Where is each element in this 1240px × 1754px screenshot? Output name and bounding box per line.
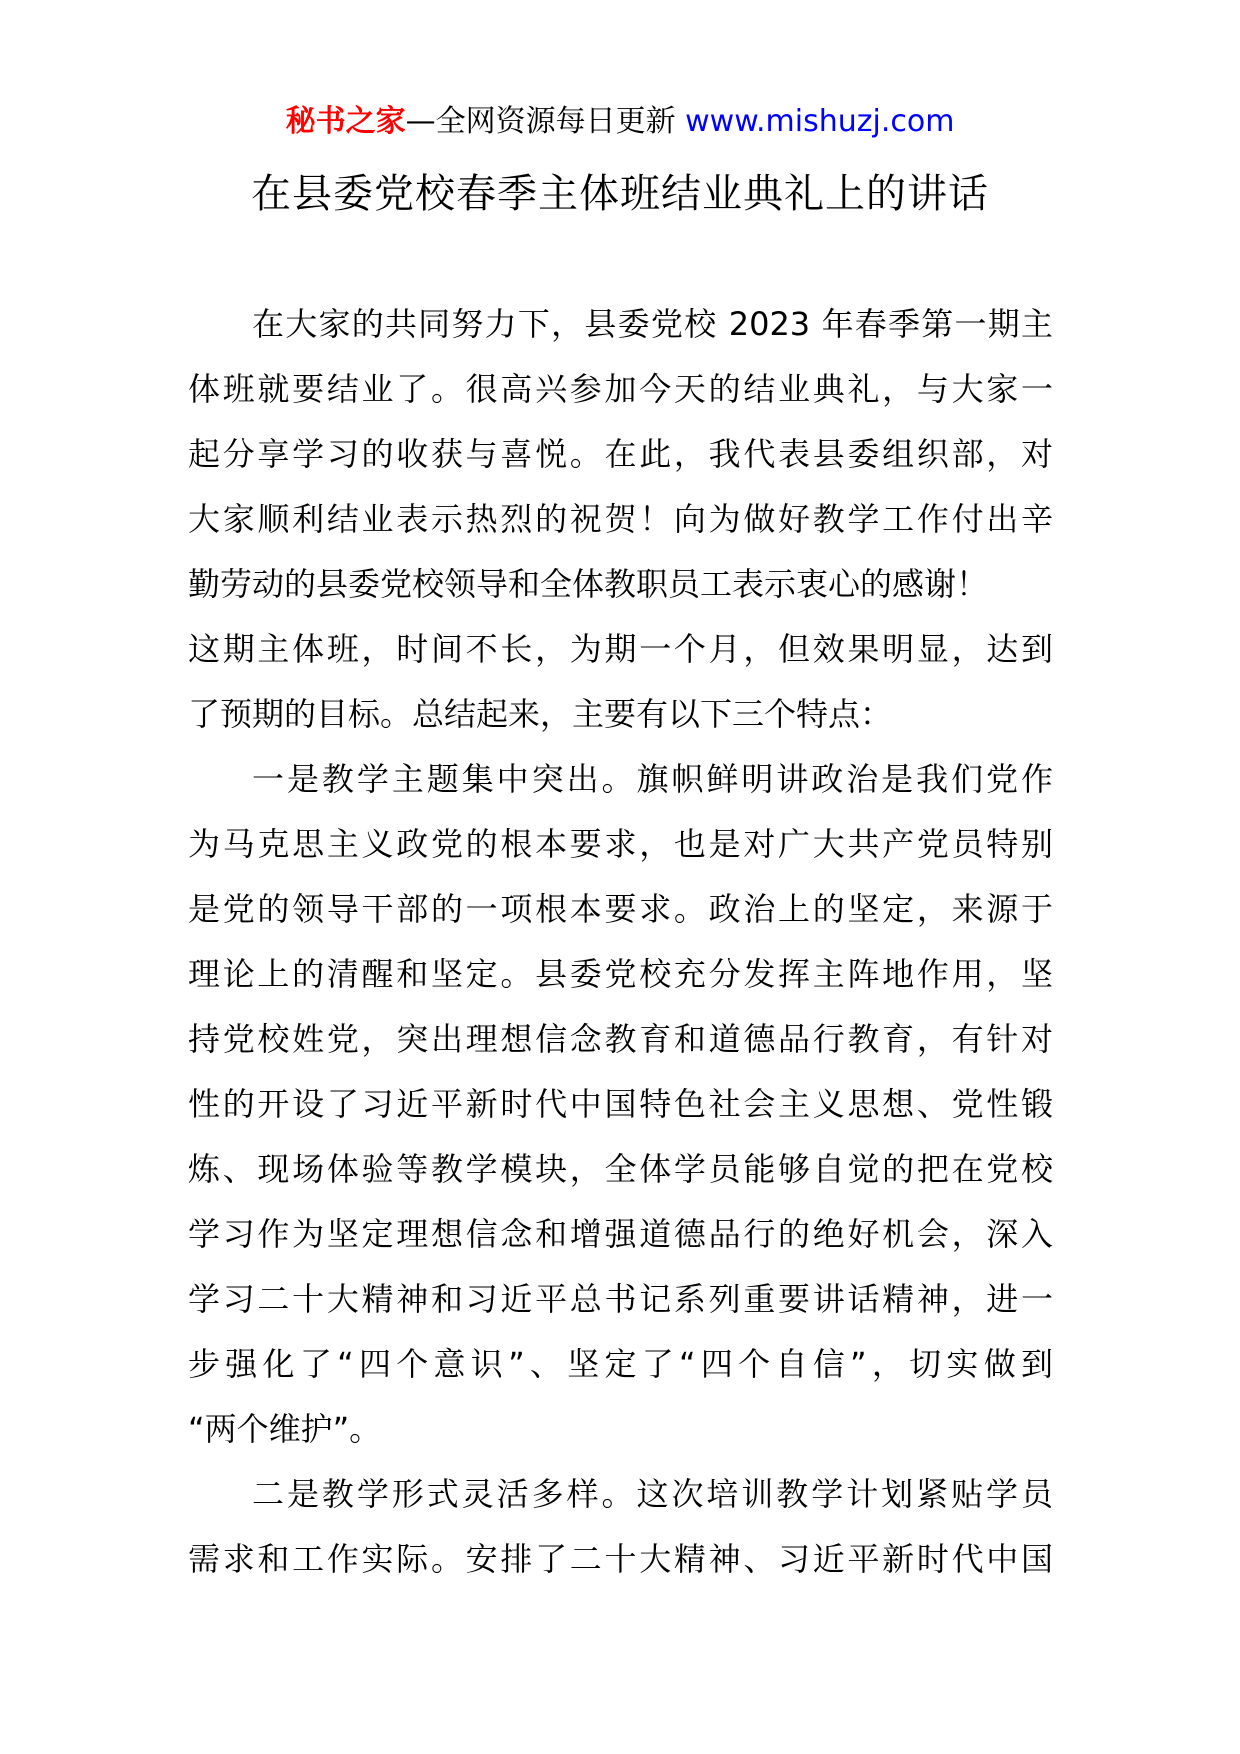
site-header bbox=[0, 100, 1240, 144]
body-line: “两个维护”。 bbox=[188, 1410, 382, 1448]
body-line: 大家顺利结业表示热烈的祝贺！向为做好教学工作付出辛 bbox=[188, 500, 1053, 538]
body-line: 持党校姓党，突出理想信念教育和道德品行教育，有针对 bbox=[188, 1020, 1053, 1058]
body-line: 性的开设了习近平新时代中国特色社会主义思想、党性锻 bbox=[188, 1085, 1053, 1123]
body-line: 炼、现场体验等教学模块，全体学员能够自觉的把在党校 bbox=[188, 1150, 1053, 1188]
body-line: 需求和工作实际。安排了二十大精神、习近平新时代中国 bbox=[188, 1540, 1053, 1578]
body-line: 了预期的目标。总结起来，主要有以下三个特点： bbox=[188, 695, 893, 733]
site-url-link[interactable]: www.mishuzj.com bbox=[685, 104, 955, 139]
body-line: 步强化了“四个意识”、坚定了“四个自信”，切实做到 bbox=[188, 1345, 1053, 1383]
brand-name: 秘书之家 bbox=[285, 104, 406, 139]
document-body bbox=[188, 292, 1053, 1592]
body-line: 一是教学主题集中突出。旗帜鲜明讲政治是我们党作 bbox=[252, 760, 1053, 798]
body-line: 是党的领导干部的一项根本要求。政治上的坚定，来源于 bbox=[188, 890, 1053, 928]
body-line: 二是教学形式灵活多样。这次培训教学计划紧贴学员 bbox=[252, 1475, 1053, 1513]
body-line: 在大家的共同努力下，县委党校 2023 年春季第一期主 bbox=[252, 305, 1053, 343]
document-title: 在县委党校春季主体班结业典礼上的讲话 bbox=[251, 171, 989, 217]
body-line: 勤劳动的县委党校领导和全体教职员工表示衷心的感谢！ bbox=[188, 565, 989, 603]
body-line: 体班就要结业了。很高兴参加今天的结业典礼，与大家一 bbox=[188, 370, 1053, 408]
body-line: 起分享学习的收获与喜悦。在此，我代表县委组织部，对 bbox=[188, 435, 1053, 473]
body-line: 学习作为坚定理想信念和增强道德品行的绝好机会，深入 bbox=[188, 1215, 1053, 1253]
header-tagline: —全网资源每日更新 bbox=[405, 104, 676, 139]
body-line: 学习二十大精神和习近平总书记系列重要讲话精神，进一 bbox=[188, 1280, 1053, 1318]
body-line: 这期主体班，时间不长，为期一个月，但效果明显，达到 bbox=[188, 630, 1053, 668]
body-line: 为马克思主义政党的根本要求，也是对广大共产党员特别 bbox=[188, 825, 1053, 863]
body-line: 理论上的清醒和坚定。县委党校充分发挥主阵地作用，坚 bbox=[188, 955, 1053, 993]
